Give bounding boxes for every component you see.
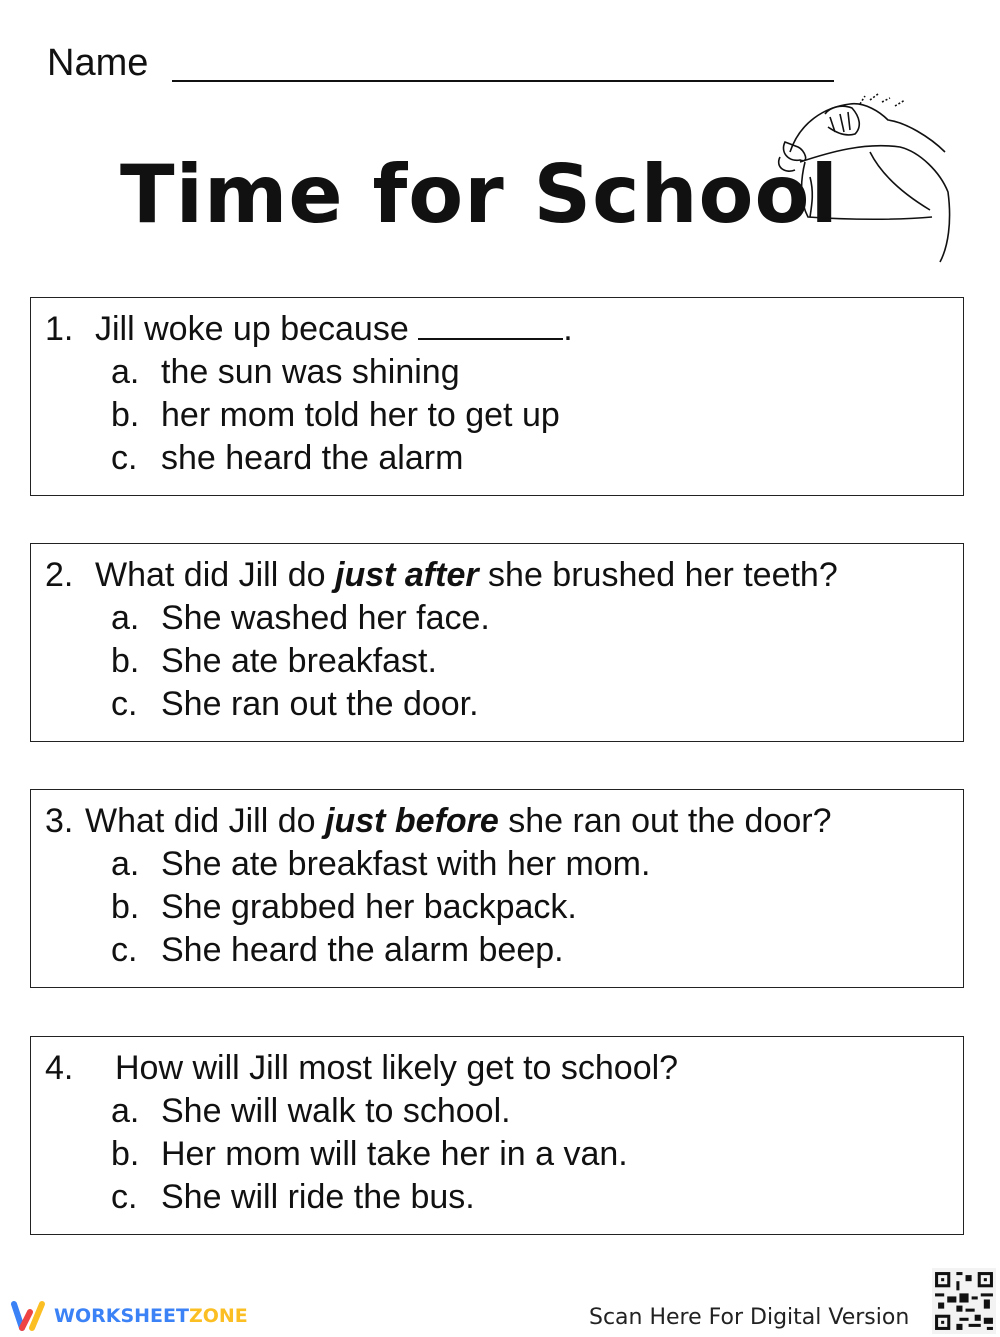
name-label: Name bbox=[47, 42, 149, 84]
option-text: She heard the alarm beep. bbox=[161, 931, 564, 969]
option-letter: a. bbox=[111, 599, 140, 637]
question-3-box bbox=[30, 789, 964, 988]
page-title: Time for School bbox=[120, 148, 839, 241]
option-letter: b. bbox=[111, 1135, 140, 1173]
option-a bbox=[111, 353, 460, 392]
option-text: She will walk to school. bbox=[161, 1092, 511, 1130]
option-text: She ate breakfast. bbox=[161, 642, 437, 680]
question-number: 1. bbox=[45, 310, 74, 348]
logo-text-worksheet: WORKSHEET bbox=[54, 1305, 189, 1327]
option-a bbox=[111, 1092, 511, 1131]
option-letter: c. bbox=[111, 439, 138, 477]
option-text: she heard the alarm bbox=[161, 439, 464, 477]
option-c bbox=[111, 685, 479, 724]
question-2-box bbox=[30, 543, 964, 742]
question-number: 2. bbox=[45, 556, 74, 594]
option-text: She will ride the bus. bbox=[161, 1178, 475, 1216]
option-c bbox=[111, 439, 463, 478]
option-text: her mom told her to get up bbox=[161, 396, 560, 434]
option-letter: b. bbox=[111, 888, 140, 926]
option-b bbox=[111, 396, 560, 435]
option-letter: c. bbox=[111, 685, 138, 723]
option-b bbox=[111, 1135, 628, 1174]
option-letter: a. bbox=[111, 353, 140, 391]
option-text: She ate breakfast with her mom. bbox=[161, 845, 651, 883]
logo-text-zone: ZONE bbox=[188, 1305, 248, 1327]
option-text: She grabbed her backpack. bbox=[161, 888, 577, 926]
question-2-text bbox=[45, 556, 838, 595]
answer-blank bbox=[418, 310, 563, 340]
option-letter: a. bbox=[111, 1092, 140, 1130]
option-b bbox=[111, 888, 577, 927]
option-a bbox=[111, 845, 650, 884]
option-c bbox=[111, 931, 564, 970]
name-line bbox=[172, 80, 834, 82]
option-text: the sun was shining bbox=[161, 353, 460, 391]
question-emphasis: just before bbox=[325, 802, 499, 840]
question-4-text bbox=[45, 1049, 678, 1088]
option-letter: a. bbox=[111, 845, 140, 883]
question-1-text bbox=[45, 310, 573, 349]
question-1-box bbox=[30, 297, 964, 496]
option-letter: b. bbox=[111, 396, 140, 434]
logo-mark-icon bbox=[10, 1300, 50, 1332]
option-text: She washed her face. bbox=[161, 599, 490, 637]
question-text: What did Jill do bbox=[95, 556, 326, 594]
question-number: 3. bbox=[45, 802, 74, 840]
qr-code-icon bbox=[932, 1268, 996, 1334]
question-text: Jill woke up because bbox=[95, 310, 409, 348]
question-text: What did Jill do bbox=[85, 802, 316, 840]
option-b bbox=[111, 642, 437, 681]
option-letter: c. bbox=[111, 931, 138, 969]
question-punct: . bbox=[563, 310, 573, 348]
option-text: She ran out the door. bbox=[161, 685, 479, 723]
option-letter: b. bbox=[111, 642, 140, 680]
question-3-text bbox=[45, 802, 832, 841]
worksheetzone-logo[interactable] bbox=[10, 1300, 248, 1332]
question-4-box bbox=[30, 1036, 964, 1235]
scan-text: Scan Here For Digital Version bbox=[589, 1305, 910, 1330]
option-c bbox=[111, 1178, 475, 1217]
question-emphasis: just after bbox=[335, 556, 479, 594]
question-text: How will Jill most likely get to school? bbox=[115, 1049, 679, 1087]
qr-code[interactable] bbox=[932, 1268, 996, 1334]
question-number: 4. bbox=[45, 1049, 74, 1087]
option-a bbox=[111, 599, 490, 638]
option-letter: c. bbox=[111, 1178, 138, 1216]
question-text-after: she brushed her teeth? bbox=[488, 556, 838, 594]
option-text: Her mom will take her in a van. bbox=[161, 1135, 628, 1173]
girl-in-bed-illustration bbox=[770, 92, 955, 267]
question-text-after: she ran out the door? bbox=[508, 802, 832, 840]
